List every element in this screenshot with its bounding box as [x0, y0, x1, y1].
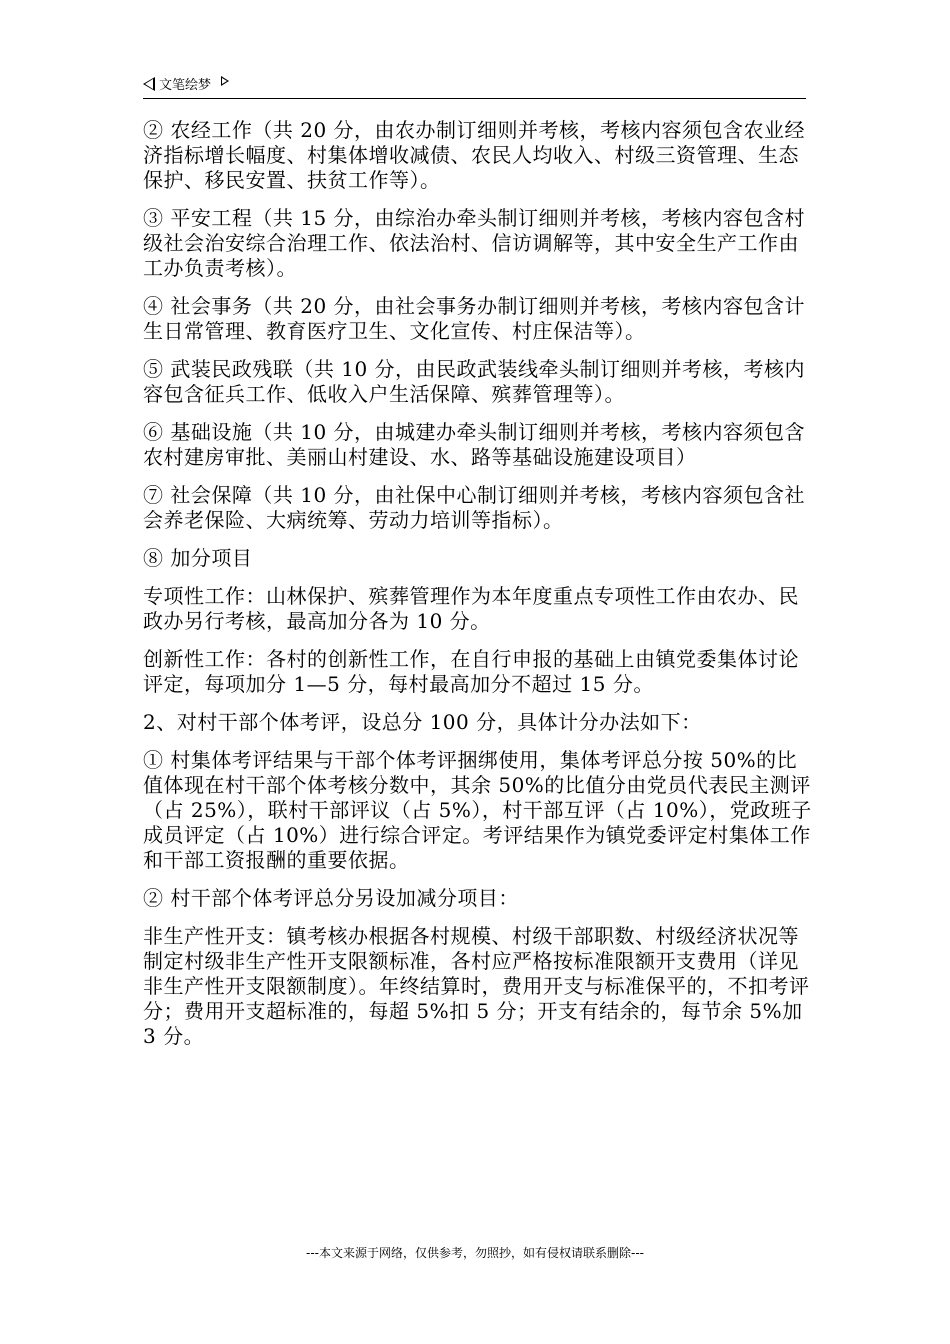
- paragraph: ⑥ 基础设施（共 10 分，由城建办牵头制订细则并考核，考核内容须包含农村建房审批、美丽山村建设、水、路等基础设施建设项目）: [143, 420, 806, 469]
- paragraph: 2、对村干部个体考评，设总分 100 分，具体计分办法如下：: [143, 710, 702, 734]
- paragraph: ② 农经工作（共 20 分，由农办制订细则并考核，考核内容须包含农业经济指标增长幅度、村集体增收减债、农民人均收入、村级三资管理、生态保护、移民安置、扶贫工作等）。: [143, 118, 806, 192]
- paragraph: ④ 社会事务（共 20 分，由社会事务办制订细则并考核，考核内容包含计生日常管理、教育医疗卫生、文化宣传、村庄保洁等）。: [143, 294, 806, 343]
- brand-text: 文笔绘梦: [159, 78, 212, 93]
- page-footer: ---本文来源于网络，仅供参考，勿照抄，如有侵权请联系删除---: [306, 1246, 644, 1260]
- paragraph: ③ 平安工程（共 15 分，由综治办牵头制订细则并考核，考核内容包含村级社会治安综合治理工作、依法治村、信访调解等，其中安全生产工作由工办负责考核）。: [143, 206, 806, 280]
- document-body: [143, 118, 815, 1062]
- paragraph: ⑤ 武装民政残联（共 10 分，由民政武装线牵头制订细则并考核，考核内容包含征兵工作、低收入户生活保障、殡葬管理等）。: [143, 357, 806, 406]
- paragraph: ② 村干部个体考评总分另设加减分项目：: [143, 886, 519, 910]
- header-brand: [143, 74, 229, 93]
- paragraph: 创新性工作：各村的创新性工作，在自行申报的基础上由镇党委集体讨论评定，每项加分 1—5 分，每村最高加分不超过 15 分。: [143, 647, 799, 696]
- paragraph: 专项性工作：山林保护、殡葬管理作为本年度重点专项性工作由农办、民政办另行考核，最高加分各为 10 分。: [143, 584, 799, 633]
- triangle-left-icon: [143, 77, 155, 91]
- triangle-right-icon: [221, 76, 229, 86]
- page-header: [143, 72, 806, 99]
- paragraph: ⑦ 社会保障（共 10 分，由社保中心制订细则并考核，考核内容须包含社会养老保险、大病统筹、劳动力培训等指标）。: [143, 483, 806, 532]
- paragraph: 非生产性开支：镇考核办根据各村规模、村级干部职数、村级经济状况等制定村级非生产性开支限额标准，各村应严格按标准限额开支费用（详见非生产性开支限额制度）。年终结算时，费用开支与标准保平的，不扣考评分；费用开支超标准的，每超 5%扣 5 分；开支有结余的，每节余 5%加 3 分。: [143, 924, 810, 1048]
- paragraph: ① 村集体考评结果与干部个体考评捆绑使用，集体考评总分按 50%的比值体现在村干部个体考核分数中，其余 50%的比值分由党员代表民主测评（占 25%），联村干部评议（占 5%），村干部互评（占 10%），党政班子成员评定（占 10%）进行综合评定。考评结果作为镇党委评定村集体工作和干部工资报酬的重要依据。: [143, 748, 812, 872]
- paragraph: ⑧ 加分项目: [143, 546, 253, 570]
